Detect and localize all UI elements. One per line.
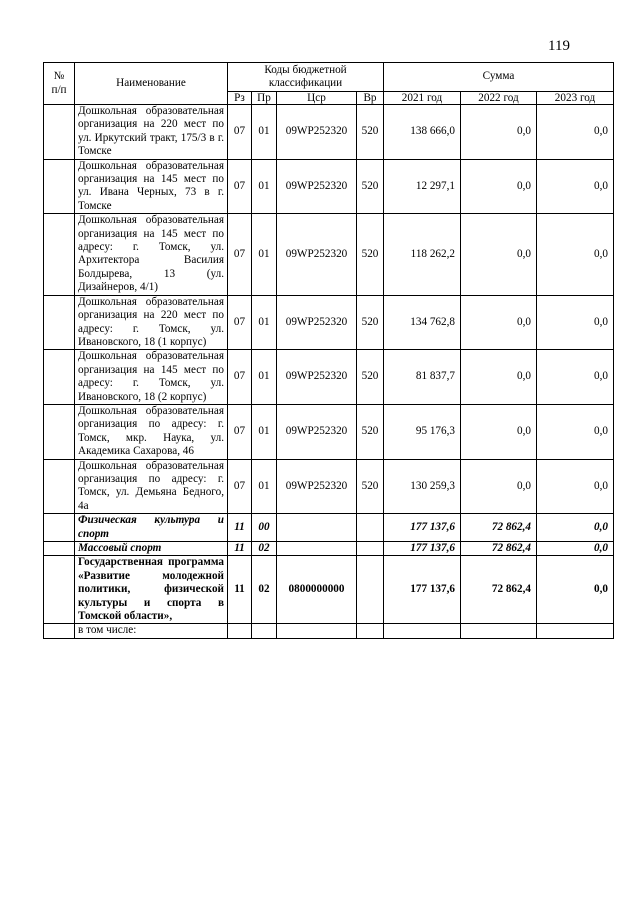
row-name: Дошкольная образовательная организация на 145 мест по ул. Ивана Черных, 73 в г. Томске: [75, 159, 228, 214]
row-vr: 520: [357, 459, 384, 514]
header-name: Наименование: [75, 63, 228, 105]
row-rz: 07: [228, 159, 252, 214]
row-csr: 09WP252320: [277, 159, 357, 214]
page-number: 119: [548, 38, 570, 54]
table-row: [44, 350, 614, 405]
row-rz: 07: [228, 105, 252, 160]
row-num: [44, 295, 75, 350]
row-name: Дошкольная образовательная организация по адресу: г. Томск, мкр. Наука, ул. Академика Сахарова, 46: [75, 404, 228, 459]
row-2023: 0,0: [537, 556, 614, 624]
row-csr: [277, 542, 357, 556]
row-2022: 72 862,4: [461, 514, 537, 542]
row-num: [44, 350, 75, 405]
row-num: [44, 624, 75, 638]
row-2022: 0,0: [461, 159, 537, 214]
row-csr: [277, 514, 357, 542]
row-2022: 0,0: [461, 105, 537, 160]
row-vr: 520: [357, 404, 384, 459]
row-pr: [252, 624, 277, 638]
row-rz: 07: [228, 404, 252, 459]
row-pr: 00: [252, 514, 277, 542]
row-vr: 520: [357, 214, 384, 295]
row-name: Физическая культура и спорт: [75, 514, 228, 542]
row-csr: 09WP252320: [277, 214, 357, 295]
row-csr: 09WP252320: [277, 105, 357, 160]
row-pr: 02: [252, 542, 277, 556]
row-2023: 0,0: [537, 159, 614, 214]
table-row: [44, 624, 614, 638]
row-2023: 0,0: [537, 404, 614, 459]
row-2023: 0,0: [537, 459, 614, 514]
table-row: [44, 214, 614, 295]
header-2022: 2022 год: [461, 92, 537, 105]
row-name: Массовый спорт: [75, 542, 228, 556]
row-2023: 0,0: [537, 350, 614, 405]
row-name: Дошкольная образовательная организация по адресу: г. Томск, ул. Демьяна Бедного, 4а: [75, 459, 228, 514]
row-pr: 02: [252, 556, 277, 624]
row-2021: 95 176,3: [384, 404, 461, 459]
row-rz: [228, 624, 252, 638]
row-2022: 0,0: [461, 404, 537, 459]
table-row: [44, 404, 614, 459]
row-vr: 520: [357, 105, 384, 160]
row-num: [44, 542, 75, 556]
row-num: [44, 159, 75, 214]
header-2023: 2023 год: [537, 92, 614, 105]
table-row: [44, 295, 614, 350]
row-vr: [357, 624, 384, 638]
row-vr: [357, 514, 384, 542]
row-rz: 07: [228, 214, 252, 295]
row-vr: 520: [357, 159, 384, 214]
row-pr: 01: [252, 159, 277, 214]
row-2022: 72 862,4: [461, 556, 537, 624]
table-row-subsection: [44, 542, 614, 556]
row-vr: [357, 542, 384, 556]
row-name: Дошкольная образовательная организация на 220 мест по ул. Иркутский тракт, 175/3 в г. Томске: [75, 105, 228, 160]
row-2022: 72 862,4: [461, 542, 537, 556]
row-2021: 177 137,6: [384, 542, 461, 556]
row-pr: 01: [252, 214, 277, 295]
row-rz: 07: [228, 350, 252, 405]
table-row-section: [44, 514, 614, 542]
header-2021: 2021 год: [384, 92, 461, 105]
row-rz: 07: [228, 295, 252, 350]
row-rz: 11: [228, 556, 252, 624]
header-num: № п/п: [44, 63, 75, 105]
budget-table: [43, 62, 614, 639]
row-2021: 138 666,0: [384, 105, 461, 160]
row-csr: 09WP252320: [277, 404, 357, 459]
row-name: в том числе:: [75, 624, 228, 638]
row-2021: 118 262,2: [384, 214, 461, 295]
header-row-1: [44, 63, 614, 92]
header-csr: Цср: [277, 92, 357, 105]
row-pr: 01: [252, 459, 277, 514]
row-vr: [357, 556, 384, 624]
row-2021: 12 297,1: [384, 159, 461, 214]
row-name: Дошкольная образовательная организация на 145 мест по адресу: г. Томск, ул. Ивановского, 18 (2 корпус): [75, 350, 228, 405]
row-rz: 11: [228, 514, 252, 542]
row-pr: 01: [252, 295, 277, 350]
table-row: [44, 159, 614, 214]
table-row-program: [44, 556, 614, 624]
row-name: Дошкольная образовательная организация на 220 мест по адресу: г. Томск, ул. Ивановского, 18 (1 корпус): [75, 295, 228, 350]
row-2021: 177 137,6: [384, 556, 461, 624]
row-num: [44, 105, 75, 160]
row-pr: 01: [252, 404, 277, 459]
row-2021: 134 762,8: [384, 295, 461, 350]
row-2023: 0,0: [537, 105, 614, 160]
row-csr: 09WP252320: [277, 459, 357, 514]
row-2023: 0,0: [537, 295, 614, 350]
row-num: [44, 214, 75, 295]
row-2023: 0,0: [537, 214, 614, 295]
row-csr: 09WP252320: [277, 350, 357, 405]
row-2022: 0,0: [461, 295, 537, 350]
row-2023: [537, 624, 614, 638]
row-2022: 0,0: [461, 350, 537, 405]
row-csr: 0800000000: [277, 556, 357, 624]
header-codes: Коды бюджетной классификации: [228, 63, 384, 92]
row-2022: 0,0: [461, 459, 537, 514]
table-row: [44, 459, 614, 514]
header-rz: Рз: [228, 92, 252, 105]
row-num: [44, 556, 75, 624]
header-sum: Сумма: [384, 63, 614, 92]
row-2023: 0,0: [537, 514, 614, 542]
row-name: Дошкольная образовательная организация на 145 мест по адресу: г. Томск, ул. Архитектора Василия Болдырева, 13 (ул. Дизайнеров, 4/1): [75, 214, 228, 295]
table-row: [44, 105, 614, 160]
header-vr: Вр: [357, 92, 384, 105]
header-pr: Пр: [252, 92, 277, 105]
row-2021: 130 259,3: [384, 459, 461, 514]
row-num: [44, 514, 75, 542]
row-2022: 0,0: [461, 214, 537, 295]
row-vr: 520: [357, 350, 384, 405]
row-2022: [461, 624, 537, 638]
row-num: [44, 404, 75, 459]
row-2021: 81 837,7: [384, 350, 461, 405]
row-rz: 07: [228, 459, 252, 514]
row-rz: 11: [228, 542, 252, 556]
row-2023: 0,0: [537, 542, 614, 556]
row-2021: 177 137,6: [384, 514, 461, 542]
row-csr: 09WP252320: [277, 295, 357, 350]
row-num: [44, 459, 75, 514]
row-2021: [384, 624, 461, 638]
row-vr: 520: [357, 295, 384, 350]
row-name: Государственная программа «Развитие молодежной политики, физической культуры и спорта в Томской области»,: [75, 556, 228, 624]
row-csr: [277, 624, 357, 638]
row-pr: 01: [252, 105, 277, 160]
row-pr: 01: [252, 350, 277, 405]
